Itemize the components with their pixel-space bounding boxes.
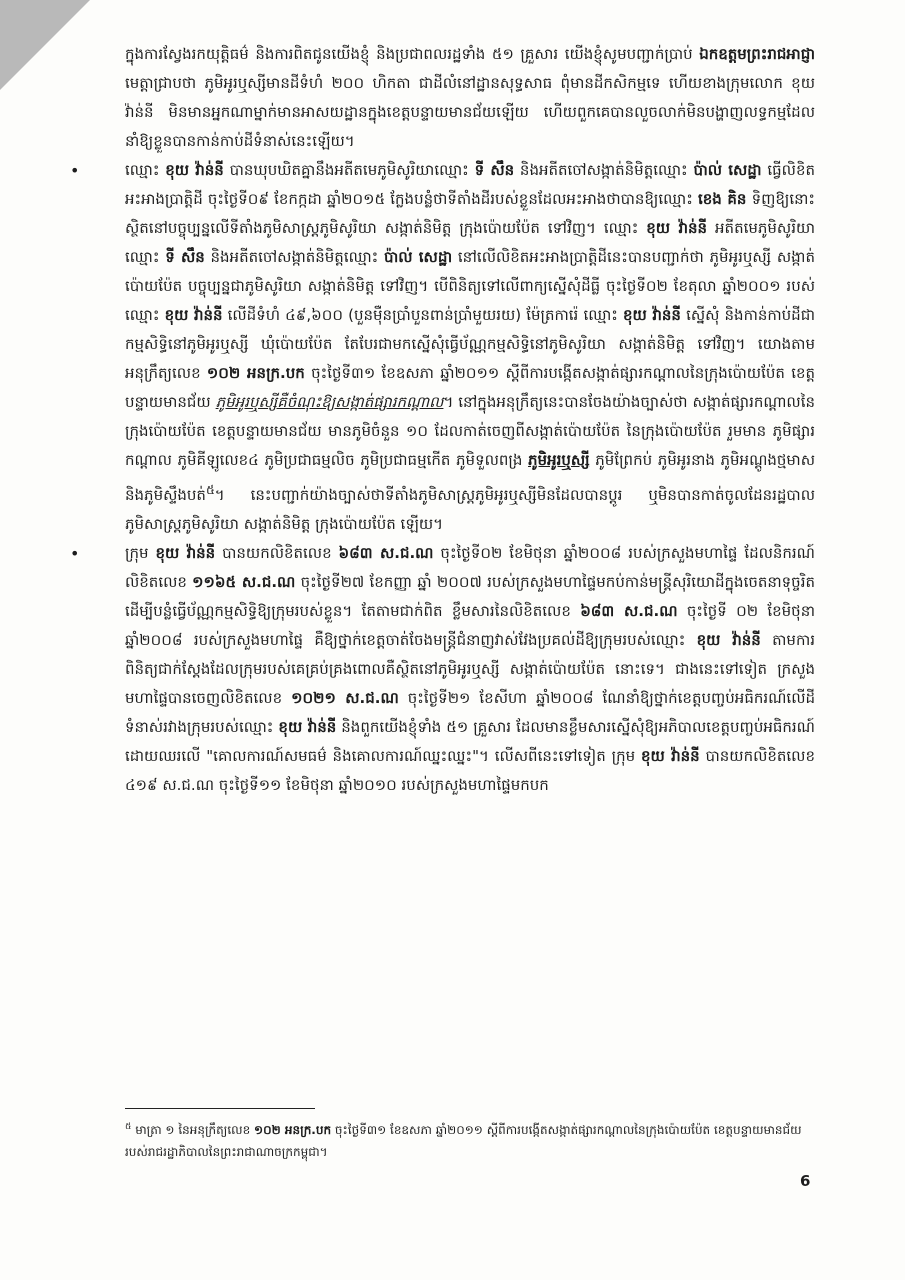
b2-text: និងពួកយើងខ្ញុំទាំង ៥១ គ្រួសារ ដែលមានខ្លឹមសារស្នើសុំឱ្យអភិបាលខេត្តបញ្ចប់អធិករណ៍ ដោយឈរលើ "គោលការណ៍សមធម៌ និងគោលការណ៍ឈ្នះឈ្នះ"។ លើសពីនេះទៅទៀត ក្រុម [125, 718, 815, 765]
b2-bold: ខុយ វ៉ាន់នី [640, 747, 700, 765]
b1-text: ទិញឱ្យនោះ ស្ថិតនៅបច្ចុប្បន្នលើទីតាំងភូមិសាស្ត្រភូមិសូរិយា សង្កាត់និមិត្ត ក្រុងប៉ោយប៉ែត ទៅវិញ។ ឈ្មោះ [125, 190, 816, 237]
b1-bold: ប៉ាល់ សេដ្ឋា [384, 248, 453, 266]
b1-text: អតីតមេភូមិសូរិយាឈ្មោះ [125, 219, 816, 266]
intro-text-1: ក្នុងការស្វែងរកយុត្តិធម៌ និងការពិតជូនយើងខ្ញុំ និងប្រជាពលរដ្ឋទាំង ៥១ គ្រួសារ យើងខ្ញុំសូមបញ្ជាក់ប្រាប់ [125, 45, 700, 63]
b2-bold: ខុយ វ៉ាន់នី [155, 544, 216, 562]
footnote-text: ចុះថ្ងៃទី៣១ ខែឧសភា ឆ្នាំ២០១១ ស្តីពីការបង្កើតសង្កាត់ផ្សារកណ្តាលនៃក្រុងប៉ោយប៉ែត ខេត្តបន្ទាយមានជ័យ របស់រាជរដ្ឋាភិបាលនៃព្រះរាជាណាចក្រកម្ពុជា។ [125, 1123, 802, 1159]
b2-bold: ខុយ វ៉ាន់នី [696, 631, 761, 649]
b1-text: និងអតីតចៅសង្កាត់និមិត្តឈ្មោះ [514, 161, 694, 179]
bullet-item-1 [70, 156, 816, 539]
footnote-divider [125, 1108, 315, 1109]
b2-text: បានយកលិខិតលេខ ៤១៩ ស.ជ.ណ ចុះថ្ងៃទី១១ ខែមិថុនា ឆ្នាំ២០១០ របស់ក្រសួងមហាផ្ទៃមកបក [125, 747, 815, 794]
b1-text: ធ្វើលិខិតអះអាងប្រាត្តិដី ចុះថ្ងៃទី០៩ ខែកក្កដា ឆ្នាំ២០១៥ ក្លែងបន្លំថាទីតាំងដីរបស់ខ្លួនដែលអះអាងថាបានឱ្យឈ្មោះ [125, 161, 815, 208]
b1-text: ។ នេះបញ្ជាក់យ៉ាងច្បាស់ថាទីតាំងភូមិសាស្ត្រភូមិអូរឬស្សីមិនដែលបានប្តូរ ឬមិនបានកាត់ចូលដែនរដ្ឋបាលភូមិសាស្ត្រភូមិសូរិយា សង្កាត់និមិត្ត ក្រុងប៉ោយប៉ែត ឡើយ។ [125, 486, 815, 533]
b2-text: ចុះថ្ងៃទី០២ ខែមិថុនា ឆ្នាំ២០០៨ របស់ក្រសួងមហាផ្ទៃ ដែលនិករណ៍លិខិតលេខ [125, 544, 815, 591]
b1-text: និងអតីតចៅសង្កាត់និមិត្តឈ្មោះ [204, 248, 385, 266]
b2-text: ចុះថ្ងៃទី ០២ ខែមិថុនា ឆ្នាំ២០០៨ របស់ក្រសួងមហាផ្ទៃ គឺឱ្យថ្នាក់ខេត្តចាត់ចែងមន្ត្រីជំនាញវាស់វែងប្រគល់ដីឱ្យក្រុមរបស់ឈ្មោះ [125, 602, 815, 649]
page-number: 6 [800, 1172, 811, 1190]
b2-text: តាមការពិនិត្យជាក់ស្តែងដែលក្រុមរបស់គេគ្រប់គ្រងពោលគឺស្ថិតនៅភូមិអូរឬស្សី សង្កាត់ប៉ោយប៉ែត នោះទេ។ ជាងនេះទៅទៀត ក្រសួងមហាផ្ទៃបានចេញលិខិតលេខ [125, 631, 815, 707]
b1-text: ចុះថ្ងៃទី៣១ ខែឧសភា ឆ្នាំ២០១១ ស្តីពីការបង្កើតសង្កាត់ផ្សារកណ្តាលនៃក្រុងប៉ោយប៉ែត ខេត្តបន្ទាយមានជ័យ [125, 364, 816, 411]
b1-text: បានឃុបឃិតគ្នានឹងអតីតមេភូមិសូរិយាឈ្មោះ [223, 161, 475, 179]
b1-text: នៅលើលិខិតអះអាងប្រាត្តិដីនេះបានបញ្ជាក់ថា ភូមិអូរឬស្សី សង្កាត់ប៉ោយប៉ែត បច្ចុប្បន្នជាភូមិសូរិយា សង្កាត់និមិត្ត ទៅវិញ។ បើពិនិត្យទៅលើពាក្យស្នើសុំដីធ្លី ចុះថ្ងៃទី០២ ខែតុលា ឆ្នាំ២០០១ របស់ឈ្មោះ [125, 248, 815, 324]
intro-title-bold: ឯកឧត្តមព្រះរាជអាជ្ញា [699, 45, 815, 63]
b1-bold: ខុយ វ៉ាន់នី [164, 306, 223, 324]
b2-bold: ១០២១ ស.ជ.ណ [291, 689, 399, 707]
b1-bold: ខេង គិន [697, 190, 747, 208]
b2-text: បានយកលិខិតលេខ [215, 544, 339, 562]
b1-text: ភូមិព្រែកប់ ភូមិអូរនាង ភូមិអណ្តូងថ្មមាស និងភូមិស្ទឹងបត់ [125, 451, 815, 504]
folded-page-corner [0, 0, 90, 90]
b1-text: ។ នៅក្នុងអនុក្រឹត្យនេះបានចែងយ៉ាងច្បាស់ថា សង្កាត់ផ្សារកណ្តាលនៃក្រុងប៉ោយប៉ែត ខេត្តបន្ទាយមានជ័យ មានភូមិចំនួន ១០ ដែលកាត់ចេញពីសង្កាត់ប៉ោយប៉ែត នៃក្រុងប៉ោយប៉ែត រួមមាន ភូមិផ្សារកណ្តាល ភូមិគីឡូលេខ៤ ភូមិប្រជាធម្មលិច ភូមិប្រជាធម្មកើត ភូមិទួលពង្រ [125, 393, 815, 469]
b2-bold: ៦៨៣ ស.ជ.ណ [338, 544, 434, 562]
intro-text-2: មេត្តាជ្រាបថា ភូមិអូរឬស្សីមានដីទំហំ ២០០ ហិកតា ជាដីលំនៅដ្ឋានសុទ្ធសាធ ពុំមានដីកសិកម្មទេ ហើយខាងក្រុមលោក ខុយ វ៉ាន់នី មិនមានអ្នកណាម្នាក់មានអាសយដ្ឋានក្នុងខេត្តបន្ទាយមានជ័យឡើយ ហើយពួកគេបានលួចលាក់មិនបង្ហាញលទ្ធកម្មដែលនាំឱ្យខ្លួនបានកាន់កាប់ដីទំនាស់នេះឡើយ។ [125, 74, 815, 150]
b1-bold-underlined: ភូមិអូរឬស្សី [528, 451, 590, 469]
b1-bold: ១០២ អនក្រ.បក [206, 364, 305, 382]
footnote [125, 1116, 815, 1163]
bullet-icon: • [70, 161, 80, 180]
b1-bold: ទី សឹន [165, 248, 205, 266]
b2-bold: ខុយ វ៉ាន់នី [278, 718, 337, 736]
b1-bold: ខុយ វ៉ាន់នី [623, 306, 681, 324]
document-body [70, 40, 816, 800]
bullet-list [70, 156, 816, 800]
bullet-item-2 [70, 539, 816, 800]
b1-bold: ខុយ វ៉ាន់នី [165, 161, 224, 179]
b2-text: ចុះថ្ងៃទី២៧ ខែកញ្ញា ឆ្នាំ ២០០៧ របស់ក្រសួងមហាផ្ទៃមកប់កាន់មន្ត្រីសុរិយោដីក្នុងចេតនាទុច្ចរិត ដើម្បីបន្លំធ្វើប័ណ្ណកម្មសិទ្ធិឱ្យក្រុមរបស់ខ្លួន។ តែតាមជាក់ពិត ខ្លឹមសារនៃលិខិតលេខ [125, 573, 815, 620]
footnote-ref[interactable]: ៥ [205, 482, 215, 497]
bullet-icon: • [70, 544, 80, 563]
b1-text: លើដីទំហំ ៤៩,៦០០ (បួនម៉ឺនប្រាំបួនពាន់ប្រាំមួយរយ) ម៉ែត្រការ៉េ ឈ្មោះ [222, 306, 623, 324]
b1-bold: ប៉ាល់ សេដ្ឋា [693, 161, 762, 179]
b1-bold: ខុយ វ៉ាន់នី [646, 219, 708, 237]
b2-bold: ១១៦៥ ស.ជ.ណ [192, 573, 296, 591]
b2-text: ចុះថ្ងៃទី២១ ខែសីហា ឆ្នាំ២០០៨ ណែនាំឱ្យថ្នាក់ខេត្តបញ្ចប់អធិករណ៍លើដីទំនាស់រវាងក្រុមរបស់ឈ្មោះ [125, 689, 816, 736]
intro-paragraph [125, 40, 815, 156]
b2-text: ក្រុម [125, 544, 156, 562]
footnote-text: មាត្រា ១ នៃអនុក្រឹត្យលេខ [131, 1123, 255, 1137]
b1-text: ឈ្មោះ [125, 161, 166, 179]
footnote-bold: ១០២ អនក្រ.បក [254, 1123, 332, 1137]
footnote-mark: ៥ [125, 1122, 132, 1132]
b1-bold: ទី សឹន [474, 161, 515, 179]
b1-underlined: ភូមិអូរឬស្សីគឺចំណុះឱ្យសង្កាត់ផ្សារកណ្តាល [215, 393, 444, 411]
b2-bold: ៦៨៣ ស.ជ.ណ [580, 602, 678, 620]
b1-text: ស្នើសុំ និងកាន់កាប់ដីជាកម្មសិទ្ធិនៅភូមិអូរឬស្សី ឃុំប៉ោយប៉ែត តែបែរជាមកស្នើសុំធ្វើប័ណ្ណកម្មសិទ្ធិនៅភូមិសូរិយា សង្កាត់និមិត្ត ទៅវិញ។ យោងតាមអនុក្រឹត្យលេខ [125, 306, 815, 382]
